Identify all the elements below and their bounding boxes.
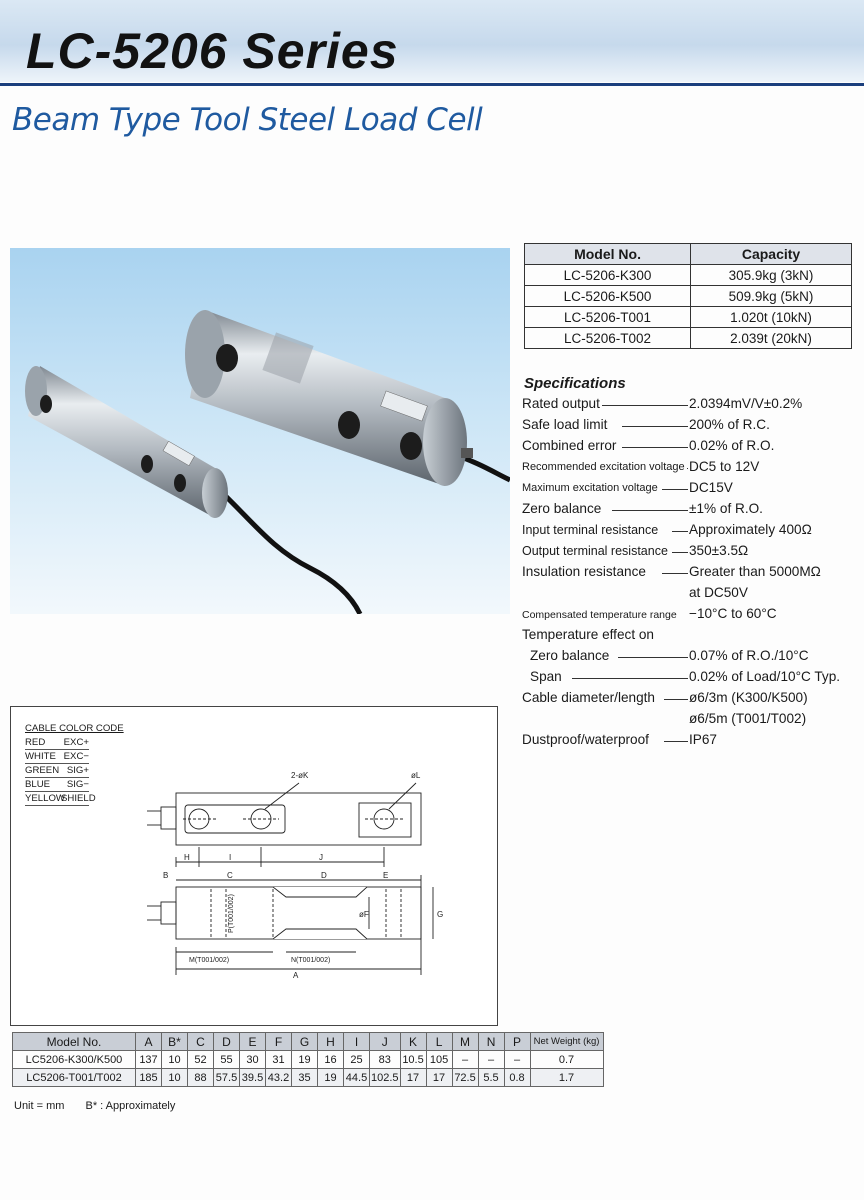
spec-label: Rated output: [522, 396, 600, 411]
dimension-drawing: [10, 706, 498, 1026]
title-rule: [0, 83, 864, 86]
load-cell-large: [185, 310, 473, 486]
dimension-table: [12, 1032, 604, 1087]
spec-row: [522, 648, 862, 669]
spec-row: [522, 459, 862, 480]
dimension-notes: [14, 1100, 193, 1112]
capacity-table: [524, 243, 852, 349]
spec-label: Zero balance: [530, 648, 610, 663]
cable-color: WHITE: [25, 751, 56, 762]
spec-label: Dustproof/waterproof: [522, 732, 649, 747]
dim-header: H: [318, 1033, 344, 1051]
spec-value: at DC50V: [689, 585, 748, 600]
dim-cell: –: [478, 1051, 504, 1069]
dim-header: Model No.: [13, 1033, 136, 1051]
dim-cell: 72.5: [452, 1069, 478, 1087]
spec-value: Greater than 5000MΩ: [689, 564, 821, 579]
spec-value: DC15V: [689, 480, 733, 495]
spec-row: [522, 417, 862, 438]
unit-note: Unit = mm: [14, 1100, 65, 1112]
spec-label: Maximum excitation voltage: [522, 482, 658, 494]
dim-cell: 88: [188, 1069, 214, 1087]
dim-cell: 57.5: [214, 1069, 240, 1087]
dim-cell: 0.8: [504, 1069, 530, 1087]
spec-row: [522, 606, 862, 627]
label-p: P(T001/002): [228, 894, 235, 933]
cable-signal: SIG−: [66, 779, 89, 790]
label-f: øF: [359, 910, 369, 919]
spec-value: ±1% of R.O.: [689, 501, 763, 516]
side-view-cable-gland: [161, 902, 176, 924]
label-e: E: [383, 871, 389, 880]
dim-cell: 137: [136, 1051, 162, 1069]
label-j: J: [319, 853, 323, 862]
spec-value: ø6/5m (T001/T002): [689, 711, 807, 726]
spec-value: ø6/3m (K300/K500): [689, 690, 808, 705]
cap-header-model: Model No.: [525, 244, 691, 265]
dim-header: M: [452, 1033, 478, 1051]
spec-label: Compensated temperature range: [522, 609, 677, 621]
dim-cell: 44.5: [344, 1069, 370, 1087]
specifications-list: [522, 396, 862, 753]
label-g: G: [437, 910, 444, 919]
label-hole-l: øL: [411, 771, 421, 780]
cap-model: LC-5206-T001: [525, 307, 691, 328]
dim-cell: LC5206-K300/K500: [13, 1051, 136, 1069]
product-photo: [10, 248, 510, 614]
spec-label: Insulation resistance: [522, 564, 646, 579]
cable-signal: SHIELD: [61, 793, 96, 804]
spec-label: Cable diameter/length: [522, 690, 655, 705]
label-n: N(T001/002): [291, 957, 331, 964]
cap-value: 509.9kg (5kN): [691, 286, 852, 307]
spec-value: IP67: [689, 732, 717, 747]
spec-row: [522, 711, 862, 732]
table-row: [525, 265, 852, 286]
cable-signal: SIG+: [66, 765, 89, 776]
spec-value: DC5 to 12V: [689, 459, 760, 474]
dim-header: P: [504, 1033, 530, 1051]
dim-cell: 83: [370, 1051, 401, 1069]
cap-model: LC-5206-K300: [525, 265, 691, 286]
dim-cell: 10: [162, 1069, 188, 1087]
dim-cell: 0.7: [530, 1051, 603, 1069]
dim-cell: 17: [426, 1069, 452, 1087]
table-row: [525, 286, 852, 307]
dim-header: L: [426, 1033, 452, 1051]
dim-cell: 25: [344, 1051, 370, 1069]
dim-header: N: [478, 1033, 504, 1051]
table-row: [525, 307, 852, 328]
page-title: LC-5206 Series: [26, 23, 399, 79]
page-subtitle: Beam Type Tool Steel Load Cell: [12, 102, 483, 138]
spec-value: 0.02% of Load/10°C Typ.: [689, 669, 841, 684]
spec-label: Recommended excitation voltage: [522, 461, 685, 473]
dim-cell: 17: [400, 1069, 426, 1087]
label-b: B: [163, 871, 169, 880]
dim-cell: 39.5: [240, 1069, 266, 1087]
dim-header: G: [292, 1033, 318, 1051]
dim-cell: 102.5: [370, 1069, 401, 1087]
cable-code-title: CABLE COLOR CODE: [25, 723, 124, 734]
spec-row: [522, 585, 862, 606]
spec-label: Output terminal resistance: [522, 544, 668, 558]
dim-cell: 105: [426, 1051, 452, 1069]
table-row: [13, 1051, 604, 1069]
dim-cell: 1.7: [530, 1069, 603, 1087]
dim-header: A: [136, 1033, 162, 1051]
cable-color: GREEN: [25, 765, 60, 776]
dim-cell: 55: [214, 1051, 240, 1069]
dim-cell: 31: [266, 1051, 292, 1069]
dim-header: C: [188, 1033, 214, 1051]
spec-row: [522, 564, 862, 585]
spec-row: [522, 396, 862, 417]
table-row: [13, 1069, 604, 1087]
dim-header: Net Weight (kg): [530, 1033, 603, 1051]
dim-cell: 10: [162, 1051, 188, 1069]
spec-row: [522, 438, 862, 459]
cable-signal: EXC+: [63, 737, 89, 748]
spec-value: −10°C to 60°C: [689, 606, 777, 621]
dim-header: F: [266, 1033, 292, 1051]
spec-value: 2.0394mV/V±0.2%: [689, 396, 803, 411]
cap-header-capacity: Capacity: [691, 244, 852, 265]
spec-value: 200% of R.C.: [689, 417, 770, 432]
dim-cell: 52: [188, 1051, 214, 1069]
label-d: D: [321, 871, 327, 880]
dim-cell: –: [452, 1051, 478, 1069]
spec-row: [522, 543, 862, 564]
dim-cell: 185: [136, 1069, 162, 1087]
dim-cell: –: [504, 1051, 530, 1069]
cable-signal: EXC−: [63, 751, 89, 762]
table-row: [525, 328, 852, 349]
cap-value: 1.020t (10kN): [691, 307, 852, 328]
dim-header: B*: [162, 1033, 188, 1051]
spec-row: [522, 501, 862, 522]
dim-header: D: [214, 1033, 240, 1051]
cable-color: YELLOW: [25, 793, 65, 804]
label-h: H: [184, 853, 190, 862]
spec-value: Approximately 400Ω: [689, 522, 812, 537]
cable-color: RED: [25, 737, 46, 748]
cap-value: 2.039t (20kN): [691, 328, 852, 349]
spec-row: [522, 522, 862, 543]
dim-cell: 30: [240, 1051, 266, 1069]
dim-cell: 35: [292, 1069, 318, 1087]
dim-cell: 10.5: [400, 1051, 426, 1069]
cap-value: 305.9kg (3kN): [691, 265, 852, 286]
spec-row: [522, 669, 862, 690]
cable-color: BLUE: [25, 779, 51, 790]
label-i: I: [229, 853, 232, 862]
label-a: A: [293, 971, 299, 980]
approx-note: B* : Approximately: [85, 1100, 176, 1112]
spec-value: 0.07% of R.O./10°C: [689, 648, 809, 663]
specifications-title: Specifications: [524, 375, 626, 392]
dim-cell: 19: [292, 1051, 318, 1069]
spec-label: Safe load limit: [522, 417, 608, 432]
label-c: C: [227, 871, 233, 880]
dim-cell: 43.2: [266, 1069, 292, 1087]
spec-row: [522, 627, 862, 648]
dim-cell: 16: [318, 1051, 344, 1069]
dim-cell: 19: [318, 1069, 344, 1087]
dim-header: J: [370, 1033, 401, 1051]
spec-label: Span: [530, 669, 562, 684]
dim-header: K: [400, 1033, 426, 1051]
label-hole-k: 2-øK: [291, 771, 309, 780]
dim-cell: LC5206-T001/T002: [13, 1069, 136, 1087]
spec-label: Combined error: [522, 438, 617, 453]
top-view-cable-gland: [161, 807, 176, 829]
dim-header: I: [344, 1033, 370, 1051]
spec-value: 0.02% of R.O.: [689, 438, 775, 453]
dim-cell: 5.5: [478, 1069, 504, 1087]
spec-value: 350±3.5Ω: [689, 543, 749, 558]
dim-header: E: [240, 1033, 266, 1051]
cap-model: LC-5206-T002: [525, 328, 691, 349]
spec-label: Temperature effect on: [522, 627, 654, 642]
spec-row: [522, 732, 862, 753]
spec-row: [522, 690, 862, 711]
spec-row: [522, 480, 862, 501]
cap-model: LC-5206-K500: [525, 286, 691, 307]
spec-label: Input terminal resistance: [522, 523, 659, 537]
spec-label: Zero balance: [522, 501, 602, 516]
label-m: M(T001/002): [189, 957, 230, 964]
cable-small: [215, 486, 360, 614]
